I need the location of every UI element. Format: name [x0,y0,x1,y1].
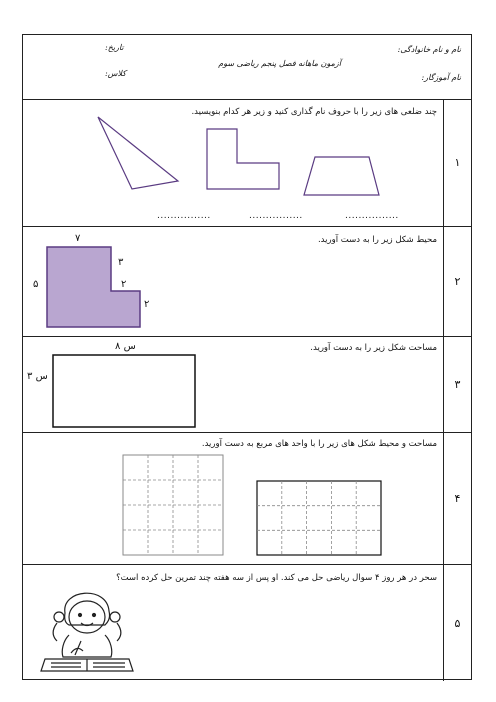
label-step-vertical: ۳ [118,257,124,268]
answer-blank-3[interactable]: ................ [345,211,399,221]
question-3 [23,337,471,433]
answer-blank-2[interactable]: ................ [249,211,303,221]
l-shape [207,129,279,189]
date-label: تاریخ: [105,43,124,52]
question-4 [23,433,471,565]
question-number: ۲ [443,227,471,336]
question-text: مساحت و محیط شکل های زیر را با واحد های مربع به دست آورید. [201,439,437,449]
question-2 [23,227,471,337]
l-shape-figure [23,227,473,337]
grid-right [257,481,381,555]
label-left: ۵ [33,279,39,290]
question-text: چند ضلعی های زیر را با حروف نام گذاری کنید و زیر هر کدام بنویسید. [191,107,437,117]
grid-left [123,455,223,555]
question-number: ۳ [443,337,471,432]
triangle-shape [98,117,178,189]
label-top: ۷ [75,233,81,244]
trapezoid-shape [304,157,379,195]
question-number: ۵ [443,565,471,681]
teacher-label: نام آموزگار: [421,73,461,82]
question-text: سحر در هر روز ۴ سوال ریاضی حل می کند. او پس از سه هفته چند تمرین حل کرده است؟ [116,573,437,583]
label-height: ۳ س [27,371,48,382]
question-text: مساحت شکل زیر را به دست آورید. [310,343,437,353]
header [23,35,471,100]
page-title: آزمون ماهانه فصل پنجم ریاضی سوم [218,59,341,68]
question-1 [23,99,471,227]
girl-writing-illustration [37,579,147,679]
label-right: ۲ [144,299,150,310]
grid-figures [23,433,473,565]
question-text: محیط شکل زیر را به دست آورید. [317,235,437,245]
rectangle-figure [23,337,473,433]
question-5 [23,565,471,681]
answer-blank-1[interactable]: ................ [157,211,211,221]
name-label: نام و نام خانوادگی: [397,45,461,54]
label-width: ۸ س [115,341,136,352]
polygons-figure [23,99,473,227]
rectangle-shape [53,355,195,427]
question-number: ۴ [443,433,471,564]
label-step-horizontal: ۲ [121,279,127,290]
worksheet [22,34,472,680]
question-number: ۱ [443,99,471,226]
class-label: کلاس: [105,69,127,78]
